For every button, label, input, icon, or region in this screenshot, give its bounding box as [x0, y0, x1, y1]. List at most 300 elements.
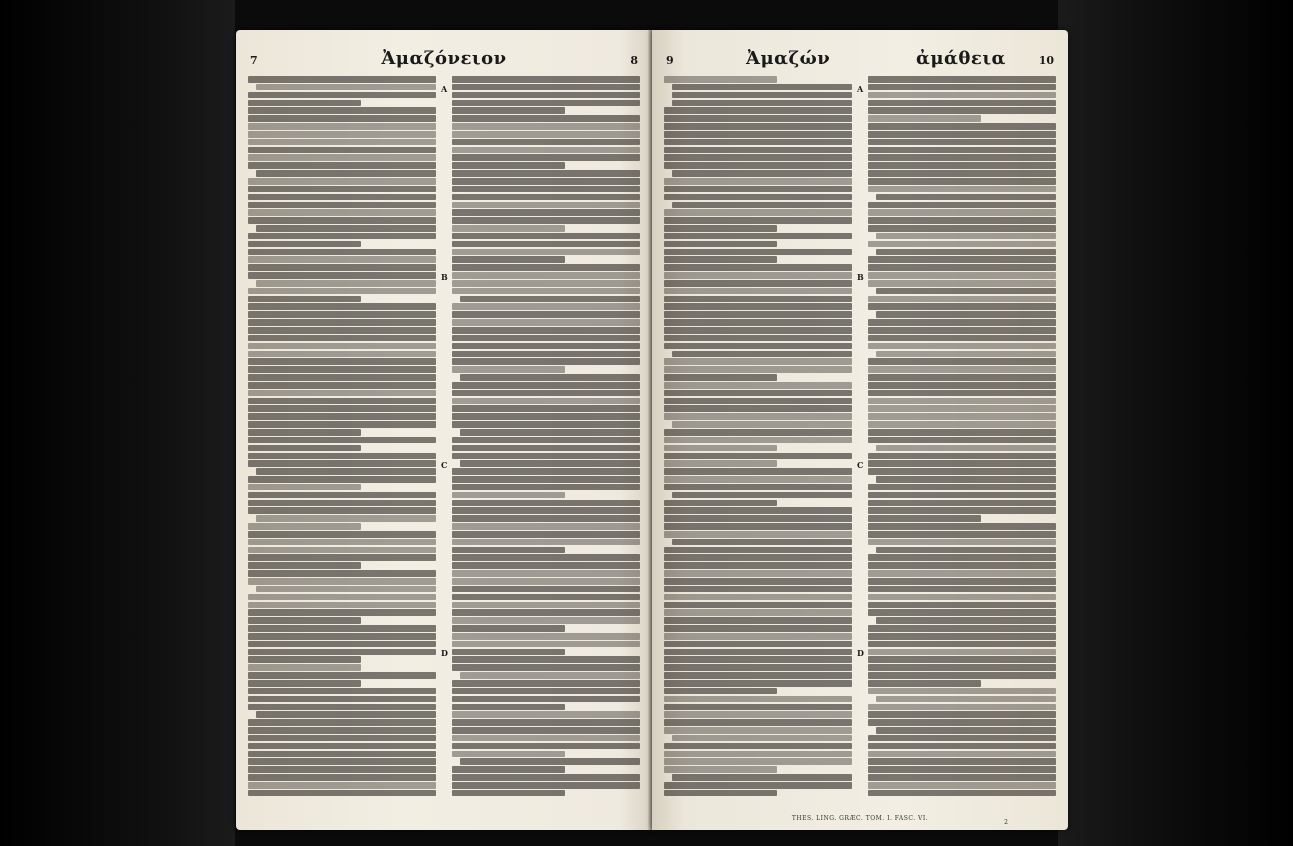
- text-line: [452, 351, 640, 358]
- text-line: [452, 492, 565, 499]
- text-line: [868, 774, 1056, 781]
- text-line: [248, 398, 436, 405]
- text-line: [664, 147, 852, 154]
- text-line: [452, 131, 640, 138]
- text-line: [868, 649, 1056, 656]
- text-line: [452, 288, 640, 295]
- text-line: [664, 186, 852, 193]
- text-line: [452, 664, 640, 671]
- text-line: [248, 539, 436, 546]
- text-line: [868, 178, 1056, 185]
- text-line: [452, 704, 565, 711]
- text-line: [868, 711, 1056, 718]
- text-line: [868, 421, 1056, 428]
- text-line: [868, 76, 1056, 83]
- text-line: [664, 688, 777, 695]
- text-line: [452, 382, 640, 389]
- text-line: [452, 539, 640, 546]
- text-line: [452, 280, 640, 287]
- text-line: [248, 217, 436, 224]
- text-line: [868, 390, 1056, 397]
- text-line: [248, 311, 436, 318]
- text-line: [868, 492, 1056, 499]
- running-head-right-page-left: Ἀμαζών: [746, 48, 831, 69]
- text-line: [452, 335, 640, 342]
- text-line: [452, 751, 565, 758]
- text-line: [452, 170, 640, 177]
- text-column-10: [868, 76, 1056, 808]
- text-line: [256, 468, 436, 475]
- text-line: [876, 351, 1056, 358]
- text-line: [868, 437, 1056, 444]
- text-line: [452, 453, 640, 460]
- text-line: [248, 719, 436, 726]
- text-line: [876, 727, 1056, 734]
- text-line: [868, 664, 1056, 671]
- left-page-columns: [246, 76, 642, 808]
- text-line: [868, 531, 1056, 538]
- text-line: [452, 594, 640, 601]
- text-line: [664, 178, 852, 185]
- text-line: [664, 609, 852, 616]
- text-line: [868, 303, 1056, 310]
- text-line: [452, 76, 640, 83]
- text-line: [664, 296, 852, 303]
- text-line: [868, 735, 1056, 742]
- text-line: [664, 711, 852, 718]
- text-line: [868, 366, 1056, 373]
- text-line: [452, 735, 640, 742]
- text-line: [868, 280, 1056, 287]
- running-head-right-page-right: ἀμάθεια: [916, 48, 1006, 69]
- text-line: [664, 288, 852, 295]
- text-line: [868, 688, 1056, 695]
- text-line: [868, 84, 1056, 91]
- text-column-7: [248, 76, 436, 808]
- text-line: [664, 194, 852, 201]
- text-line: [868, 790, 1056, 797]
- text-line: [664, 209, 852, 216]
- text-line: [248, 296, 361, 303]
- text-line: [248, 351, 436, 358]
- text-line: [248, 100, 361, 107]
- text-line: [248, 554, 436, 561]
- text-line: [868, 327, 1056, 334]
- text-line: [452, 790, 565, 797]
- text-line: [256, 586, 436, 593]
- text-line: [248, 547, 436, 554]
- text-line: [248, 609, 436, 616]
- text-line: [248, 249, 436, 256]
- text-line: [452, 421, 640, 428]
- text-line: [248, 241, 361, 248]
- text-line: [664, 507, 852, 514]
- text-line: [868, 256, 1056, 263]
- text-line: [452, 115, 640, 122]
- text-line: [248, 335, 436, 342]
- text-line: [248, 492, 436, 499]
- text-line: [664, 672, 852, 679]
- text-line: [452, 656, 640, 663]
- text-line: [452, 641, 640, 648]
- text-line: [868, 586, 1056, 593]
- text-line: [672, 170, 852, 177]
- text-line: [664, 382, 852, 389]
- text-line: [868, 170, 1056, 177]
- text-line: [868, 225, 1056, 232]
- text-line: [868, 147, 1056, 154]
- text-line: [868, 335, 1056, 342]
- text-line: [248, 672, 436, 679]
- text-line: [868, 641, 1056, 648]
- text-column-9: [664, 76, 852, 808]
- text-line: [664, 484, 852, 491]
- text-line: [868, 570, 1056, 577]
- text-line: [868, 100, 1056, 107]
- text-line: [868, 554, 1056, 561]
- text-line: [248, 319, 436, 326]
- text-line: [452, 445, 640, 452]
- text-line: [664, 515, 852, 522]
- text-line: [664, 460, 777, 467]
- text-line: [452, 249, 640, 256]
- text-line: [248, 570, 436, 577]
- text-line: [672, 735, 852, 742]
- text-line: [248, 233, 436, 240]
- text-line: [452, 107, 565, 114]
- text-line: [664, 500, 777, 507]
- text-line: [868, 656, 1056, 663]
- text-line: [868, 413, 1056, 420]
- text-line: [452, 766, 565, 773]
- text-line: [452, 782, 640, 789]
- text-line: [664, 727, 852, 734]
- text-line: [248, 390, 436, 397]
- text-line: [248, 649, 436, 656]
- text-line: [664, 162, 852, 169]
- text-line: [868, 123, 1056, 130]
- margin-letters-right-page: [856, 76, 866, 808]
- text-line: [664, 131, 852, 138]
- text-line: [868, 539, 1056, 546]
- text-line: [664, 311, 852, 318]
- text-line: [248, 382, 436, 389]
- text-line: [868, 751, 1056, 758]
- signature-mark: 2: [1004, 819, 1008, 826]
- text-line: [664, 704, 852, 711]
- text-line: [664, 531, 852, 538]
- text-line: [876, 249, 1056, 256]
- text-line: [664, 319, 852, 326]
- text-line: [460, 672, 640, 679]
- text-line: [664, 578, 852, 585]
- left-page-header: [250, 48, 638, 72]
- text-line: [256, 280, 436, 287]
- text-line: [664, 751, 852, 758]
- text-line: [248, 178, 436, 185]
- text-line: [868, 131, 1056, 138]
- text-line: [460, 296, 640, 303]
- text-line: [452, 343, 640, 350]
- left-page: [236, 30, 652, 830]
- text-line: [452, 719, 640, 726]
- text-line: [248, 602, 436, 609]
- text-line: [248, 107, 436, 114]
- text-line: [664, 453, 852, 460]
- text-line: [248, 688, 436, 695]
- text-line: [452, 178, 640, 185]
- text-line: [868, 523, 1056, 530]
- text-line: [664, 790, 777, 797]
- right-page-columns: [662, 76, 1058, 808]
- text-line: [248, 460, 436, 467]
- text-line: [248, 743, 436, 750]
- text-line: [876, 194, 1056, 201]
- text-line: [452, 507, 640, 514]
- text-line: [868, 319, 1056, 326]
- text-line: [876, 233, 1056, 240]
- text-line: [672, 421, 852, 428]
- text-line: [248, 92, 436, 99]
- text-line: [452, 154, 640, 161]
- text-line: [452, 100, 640, 107]
- text-line: [248, 131, 436, 138]
- text-line: [868, 154, 1056, 161]
- text-line: [664, 766, 777, 773]
- page-number-8: 8: [630, 54, 638, 67]
- text-line: [452, 186, 640, 193]
- text-line: [248, 264, 436, 271]
- text-line: [248, 625, 436, 632]
- text-line: [452, 602, 640, 609]
- text-line: [664, 782, 852, 789]
- text-line: [672, 492, 852, 499]
- text-line: [876, 476, 1056, 483]
- text-line: [248, 366, 436, 373]
- text-line: [664, 303, 852, 310]
- text-line: [868, 343, 1056, 350]
- text-line: [664, 586, 852, 593]
- text-line: [672, 539, 852, 546]
- text-line: [876, 288, 1056, 295]
- text-line: [868, 358, 1056, 365]
- text-line: [248, 194, 436, 201]
- text-line: [664, 217, 852, 224]
- text-line: [664, 256, 777, 263]
- text-line: [452, 609, 640, 616]
- text-line: [248, 617, 361, 624]
- book-cover-right: [1058, 0, 1293, 846]
- text-line: [248, 476, 436, 483]
- text-line: [248, 202, 436, 209]
- text-line: [248, 162, 436, 169]
- text-line: [664, 696, 852, 703]
- margin-letters-left-page: [440, 76, 450, 808]
- text-line: [868, 672, 1056, 679]
- text-line: [664, 656, 852, 663]
- text-line: [452, 311, 640, 318]
- text-line: [664, 633, 852, 640]
- margin-letter: C: [441, 460, 448, 470]
- text-line: [248, 256, 436, 263]
- text-line: [664, 398, 852, 405]
- text-line: [248, 445, 361, 452]
- text-line: [452, 123, 640, 130]
- text-line: [664, 625, 852, 632]
- text-line: [664, 664, 852, 671]
- page-number-10: 10: [1038, 54, 1054, 67]
- text-line: [452, 139, 640, 146]
- text-line: [248, 421, 436, 428]
- text-line: [868, 241, 1056, 248]
- text-line: [452, 209, 640, 216]
- text-line: [664, 562, 852, 569]
- text-line: [868, 92, 1056, 99]
- text-line: [248, 500, 436, 507]
- text-line: [664, 264, 852, 271]
- text-line: [868, 296, 1056, 303]
- text-line: [868, 766, 1056, 773]
- text-line: [248, 594, 436, 601]
- text-line: [452, 413, 640, 420]
- text-line: [876, 617, 1056, 624]
- text-line: [868, 429, 1056, 436]
- text-line: [868, 209, 1056, 216]
- text-line: [876, 696, 1056, 703]
- text-line: [248, 641, 436, 648]
- text-line: [664, 272, 852, 279]
- text-line: [664, 154, 852, 161]
- text-line: [452, 319, 640, 326]
- text-line: [452, 515, 640, 522]
- text-line: [248, 123, 436, 130]
- text-line: [664, 468, 852, 475]
- text-line: [868, 562, 1056, 569]
- text-line: [460, 374, 640, 381]
- text-line: [868, 743, 1056, 750]
- text-line: [664, 241, 777, 248]
- text-line: [672, 351, 852, 358]
- right-page: [652, 30, 1068, 830]
- text-line: [248, 790, 436, 797]
- text-line: [452, 774, 640, 781]
- text-line: [664, 680, 852, 687]
- text-line: [452, 500, 640, 507]
- text-line: [664, 445, 777, 452]
- margin-letter: C: [857, 460, 864, 470]
- text-line: [664, 743, 852, 750]
- text-line: [248, 405, 436, 412]
- text-line: [868, 460, 1056, 467]
- text-line: [248, 751, 436, 758]
- text-line: [248, 358, 436, 365]
- text-line: [664, 390, 852, 397]
- text-line: [664, 123, 852, 130]
- margin-letter: D: [857, 648, 864, 658]
- text-line: [672, 84, 852, 91]
- text-line: [672, 202, 852, 209]
- page-number-9: 9: [666, 54, 674, 67]
- text-line: [664, 280, 852, 287]
- text-line: [452, 437, 640, 444]
- text-line: [248, 186, 436, 193]
- text-line: [452, 272, 640, 279]
- text-line: [876, 311, 1056, 318]
- text-line: [868, 578, 1056, 585]
- text-line: [248, 774, 436, 781]
- text-line: [248, 507, 436, 514]
- text-line: [256, 711, 436, 718]
- text-line: [452, 547, 565, 554]
- text-line: [664, 76, 777, 83]
- margin-letter: A: [857, 84, 864, 94]
- text-line: [248, 343, 436, 350]
- text-line: [460, 429, 640, 436]
- text-line: [868, 758, 1056, 765]
- text-line: [248, 453, 436, 460]
- text-line: [248, 680, 361, 687]
- running-head-left-page: Ἀμαζόνειον: [381, 48, 507, 69]
- text-line: [664, 594, 852, 601]
- text-line: [452, 578, 640, 585]
- text-line: [664, 523, 852, 530]
- text-line: [664, 233, 852, 240]
- text-line: [664, 758, 852, 765]
- margin-letter: D: [441, 648, 448, 658]
- text-line: [664, 413, 852, 420]
- text-line: [248, 115, 436, 122]
- text-line: [664, 570, 852, 577]
- text-line: [868, 398, 1056, 405]
- text-line: [452, 327, 640, 334]
- text-line: [868, 782, 1056, 789]
- text-line: [452, 711, 640, 718]
- text-line: [672, 774, 852, 781]
- right-page-header: [666, 48, 1054, 72]
- text-line: [868, 405, 1056, 412]
- text-line: [452, 743, 640, 750]
- text-line: [664, 554, 852, 561]
- text-line: [248, 727, 436, 734]
- text-line: [452, 303, 640, 310]
- text-line: [868, 719, 1056, 726]
- text-line: [248, 76, 436, 83]
- text-line: [452, 562, 640, 569]
- text-line: [868, 484, 1056, 491]
- text-line: [248, 766, 436, 773]
- text-line: [248, 429, 361, 436]
- text-line: [664, 429, 852, 436]
- book-cover-left: [0, 0, 235, 846]
- text-line: [452, 233, 640, 240]
- margin-letter: B: [441, 272, 448, 282]
- text-line: [868, 186, 1056, 193]
- text-line: [452, 468, 640, 475]
- text-line: [452, 523, 640, 530]
- text-line: [664, 327, 852, 334]
- text-line: [248, 531, 436, 538]
- text-line: [868, 602, 1056, 609]
- text-line: [452, 554, 640, 561]
- text-line: [248, 437, 436, 444]
- text-line: [452, 476, 640, 483]
- text-line: [452, 241, 640, 248]
- text-line: [664, 358, 852, 365]
- text-line: [452, 147, 640, 154]
- text-line: [460, 460, 640, 467]
- text-line: [868, 625, 1056, 632]
- text-line: [672, 100, 852, 107]
